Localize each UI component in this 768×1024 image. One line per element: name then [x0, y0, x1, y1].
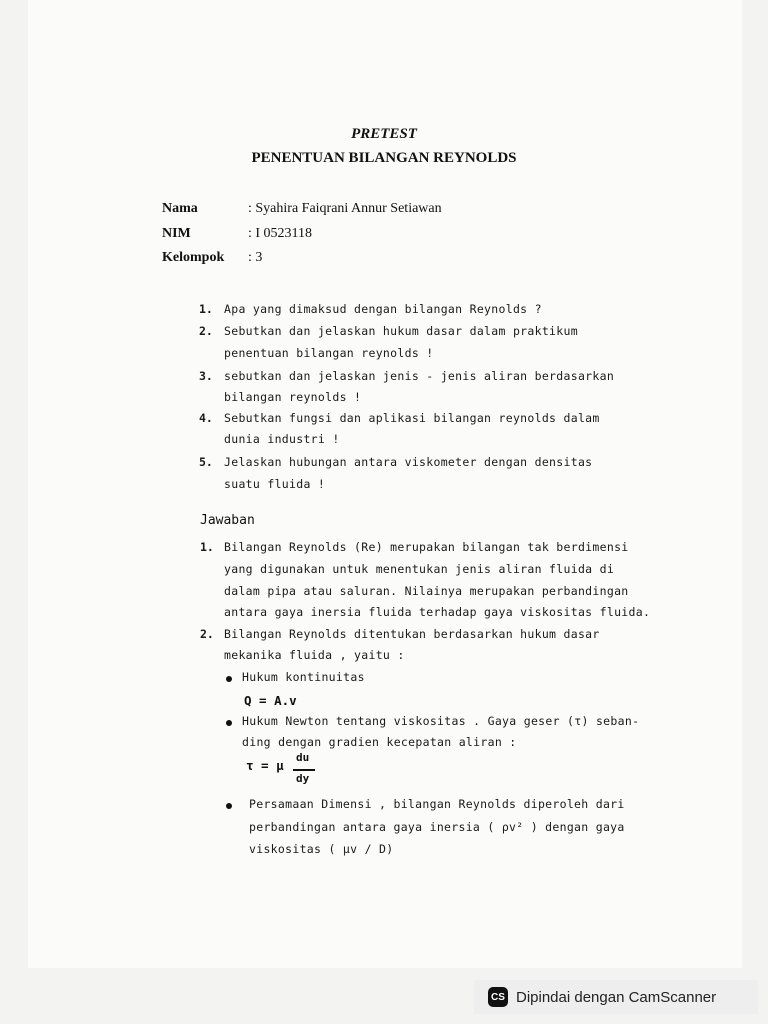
question-number: 3.	[199, 369, 213, 383]
answer-line: antara gaya inersia fluida terhadap gaya viskositas fluida.	[224, 605, 651, 619]
continuity-formula: Q = A.v	[244, 693, 297, 708]
fraction-bar	[293, 769, 315, 771]
bullet-text: Hukum Newton tentang viskositas . Gaya geser (τ) seban-	[242, 714, 640, 728]
field-label-nim: NIM	[162, 226, 191, 241]
bullet-text: perbandingan antara gaya inersia ( ρv² ) dengan gaya	[249, 820, 625, 834]
document-title: PENENTUAN BILANGAN REYNOLDS	[251, 150, 517, 166]
answers-heading: Jawaban	[200, 513, 255, 528]
viscosity-formula-left: τ = μ	[246, 758, 284, 773]
answer-number: 1.	[200, 540, 214, 554]
answer-line: Bilangan Reynolds ditentukan berdasarkan hukum dasar	[224, 627, 600, 641]
bullet-text: Hukum kontinuitas	[242, 670, 365, 684]
bullet-dot	[226, 720, 232, 726]
question-number: 4.	[199, 411, 213, 425]
viscosity-formula-denominator: dy	[296, 772, 310, 785]
camscanner-logo-icon: CS	[488, 987, 508, 1007]
question-line: Apa yang dimaksud dengan bilangan Reynolds ?	[224, 302, 542, 316]
pretest-heading: PRETEST	[351, 126, 417, 142]
question-number: 5.	[199, 455, 213, 469]
field-value-nim: : I 0523118	[248, 226, 313, 241]
bullet-dot	[226, 803, 232, 809]
question-line: sebutkan dan jelaskan jenis - jenis aliran berdasarkan	[224, 369, 615, 383]
field-label-kelompok: Kelompok	[162, 250, 225, 265]
answer-number: 2.	[200, 627, 214, 641]
viscosity-formula-numerator: du	[296, 751, 310, 764]
bullet-text: ding dengan gradien kecepatan aliran :	[242, 735, 517, 749]
question-line: bilangan reynolds !	[224, 390, 362, 404]
field-value-kelompok: : 3	[248, 250, 263, 265]
camscanner-text: Dipindai dengan CamScanner	[516, 988, 717, 1006]
question-line: suatu fluida !	[224, 477, 326, 491]
bullet-text: Persamaan Dimensi , bilangan Reynolds diperoleh dari	[249, 797, 625, 811]
question-line: Sebutkan dan jelaskan hukum dasar dalam praktikum	[224, 324, 578, 338]
field-value-nama: : Syahira Faiqrani Annur Setiawan	[248, 201, 442, 216]
answer-line: mekanika fluida , yaitu :	[224, 648, 405, 662]
question-line: dunia industri !	[224, 432, 340, 446]
question-line: Sebutkan fungsi dan aplikasi bilangan reynolds dalam	[224, 411, 600, 425]
question-number: 1.	[199, 302, 213, 316]
camscanner-watermark	[474, 980, 758, 1014]
bullet-text: viskositas ( μv / D)	[249, 842, 394, 856]
bullet-dot	[226, 676, 232, 682]
answer-line: Bilangan Reynolds (Re) merupakan bilangan tak berdimensi	[224, 540, 629, 554]
field-label-nama: Nama	[162, 201, 198, 216]
answer-line: dalam pipa atau saluran. Nilainya merupakan perbandingan	[224, 584, 629, 598]
question-number: 2.	[199, 324, 213, 338]
question-line: Jelaskan hubungan antara viskometer dengan densitas	[224, 455, 593, 469]
question-line: penentuan bilangan reynolds !	[224, 346, 434, 360]
answer-line: yang digunakan untuk menentukan jenis aliran fluida di	[224, 562, 615, 576]
